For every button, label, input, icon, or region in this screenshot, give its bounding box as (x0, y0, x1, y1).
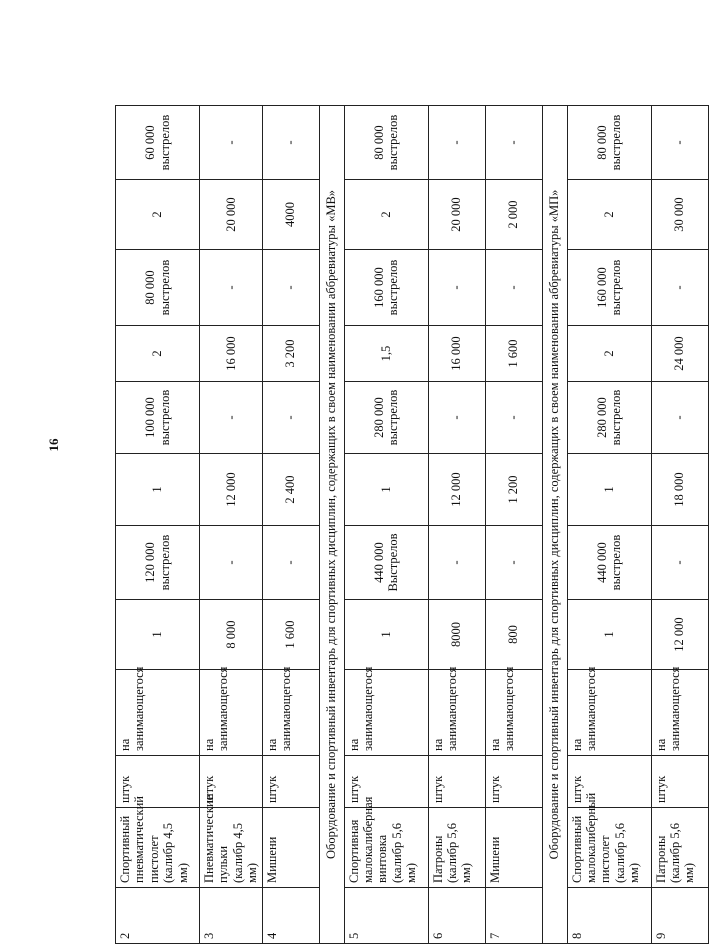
section-row (542, 106, 567, 944)
per-unit: на занимающегося (344, 670, 428, 756)
qty-1: 1 (344, 600, 428, 670)
life-4: - (485, 106, 542, 180)
equipment-table (115, 105, 709, 944)
qty-3: 1,5 (344, 326, 428, 382)
qty-4: 20 000 (428, 180, 485, 250)
table-row (200, 106, 263, 944)
life-2: - (651, 382, 708, 454)
table-row (485, 106, 542, 944)
life-4: 60 000 выстрелов (116, 106, 200, 180)
life-3: - (262, 250, 319, 326)
row-number: 6 (428, 888, 485, 944)
life-3: - (200, 250, 263, 326)
life-1: - (485, 526, 542, 600)
section-row (319, 106, 344, 944)
qty-3: 1 600 (485, 326, 542, 382)
life-2: 280 000 выстрелов (567, 382, 651, 454)
qty-2: 1 (567, 454, 651, 526)
per-unit: на занимающегося (485, 670, 542, 756)
qty-4: 20 000 (200, 180, 263, 250)
life-2: 100 000 выстрелов (116, 382, 200, 454)
qty-4: 2 (567, 180, 651, 250)
qty-3: 2 (567, 326, 651, 382)
item-name: Спортивный малокалиберный пистолет (калибр 5,6 мм) (567, 808, 651, 888)
row-number: 9 (651, 888, 708, 944)
rotated-page (115, 106, 697, 944)
qty-2: 1 200 (485, 454, 542, 526)
section-title-mp: Оборудование и спортивный инвентарь для спортивных дисциплин, содержащих в своем наименовании аббревиатуры «МП» (542, 106, 567, 944)
qty-1: 1 (567, 600, 651, 670)
life-1: 120 000 выстрелов (116, 526, 200, 600)
life-1: 440 000 выстрелов (567, 526, 651, 600)
per-unit: на занимающегося (116, 670, 200, 756)
life-4: - (651, 106, 708, 180)
life-4: - (200, 106, 263, 180)
life-3: - (651, 250, 708, 326)
row-number: 2 (116, 888, 200, 944)
unit: штук (485, 756, 542, 808)
qty-2: 18 000 (651, 454, 708, 526)
qty-4: 4000 (262, 180, 319, 250)
life-4: 80 000 выстрелов (344, 106, 428, 180)
qty-2: 12 000 (200, 454, 263, 526)
item-name: Патроны (калибр 5,6 мм) (428, 808, 485, 888)
qty-2: 1 (116, 454, 200, 526)
qty-1: 12 000 (651, 600, 708, 670)
qty-3: 2 (116, 326, 200, 382)
life-3: - (485, 250, 542, 326)
page-number: 16 (46, 438, 61, 452)
table-row (428, 106, 485, 944)
life-2: - (200, 382, 263, 454)
life-3: 160 000 выстрелов (567, 250, 651, 326)
qty-1: 8000 (428, 600, 485, 670)
item-name: Спортивный пневматический пистолет (калибр 4,5 мм) (116, 808, 200, 888)
unit: штук (567, 756, 651, 808)
qty-4: 2 000 (485, 180, 542, 250)
row-number: 7 (485, 888, 542, 944)
item-name: Патроны (калибр 5,6 мм) (651, 808, 708, 888)
row-number: 5 (344, 888, 428, 944)
unit: штук (651, 756, 708, 808)
item-name: Пневматические пульки (калибр 4,5 мм) (200, 808, 263, 888)
qty-2: 12 000 (428, 454, 485, 526)
life-2: - (428, 382, 485, 454)
unit: штук (262, 756, 319, 808)
qty-3: 16 000 (200, 326, 263, 382)
qty-4: 30 000 (651, 180, 708, 250)
table-row (116, 106, 200, 944)
life-1: - (262, 526, 319, 600)
per-unit: на занимающегося (567, 670, 651, 756)
life-1: - (651, 526, 708, 600)
unit: штук (200, 756, 263, 808)
per-unit: на занимающегося (651, 670, 708, 756)
life-2: 280 000 выстрелов (344, 382, 428, 454)
life-3: 80 000 выстрелов (116, 250, 200, 326)
qty-3: 3 200 (262, 326, 319, 382)
table-row (344, 106, 428, 944)
life-2: - (485, 382, 542, 454)
qty-4: 2 (344, 180, 428, 250)
qty-1: 800 (485, 600, 542, 670)
life-4: 80 000 выстрелов (567, 106, 651, 180)
row-number: 8 (567, 888, 651, 944)
item-name: Спортивная малокалиберная винтовка (калибр 5,6 мм) (344, 808, 428, 888)
life-1: 440 000 Выстрелов (344, 526, 428, 600)
qty-2: 2 400 (262, 454, 319, 526)
section-title-mv: Оборудование и спортивный инвентарь для спортивных дисциплин, содержащих в своем наименовании аббревиатуры «МВ» (319, 106, 344, 944)
row-number: 4 (262, 888, 319, 944)
row-number: 3 (200, 888, 263, 944)
item-name: Мишени (485, 808, 542, 888)
life-4: - (428, 106, 485, 180)
table-row (262, 106, 319, 944)
qty-2: 1 (344, 454, 428, 526)
life-1: - (200, 526, 263, 600)
unit: штук (116, 756, 200, 808)
item-name: Мишени (262, 808, 319, 888)
qty-3: 24 000 (651, 326, 708, 382)
qty-1: 1 600 (262, 600, 319, 670)
unit: штук (344, 756, 428, 808)
life-1: - (428, 526, 485, 600)
per-unit: на занимающегося (262, 670, 319, 756)
qty-1: 8 000 (200, 600, 263, 670)
qty-1: 1 (116, 600, 200, 670)
qty-3: 16 000 (428, 326, 485, 382)
table-row (651, 106, 708, 944)
life-3: - (428, 250, 485, 326)
life-4: - (262, 106, 319, 180)
per-unit: на занимающегося (200, 670, 263, 756)
table-row (567, 106, 651, 944)
per-unit: на занимающегося (428, 670, 485, 756)
life-2: - (262, 382, 319, 454)
qty-4: 2 (116, 180, 200, 250)
unit: штук (428, 756, 485, 808)
life-3: 160 000 выстрелов (344, 250, 428, 326)
